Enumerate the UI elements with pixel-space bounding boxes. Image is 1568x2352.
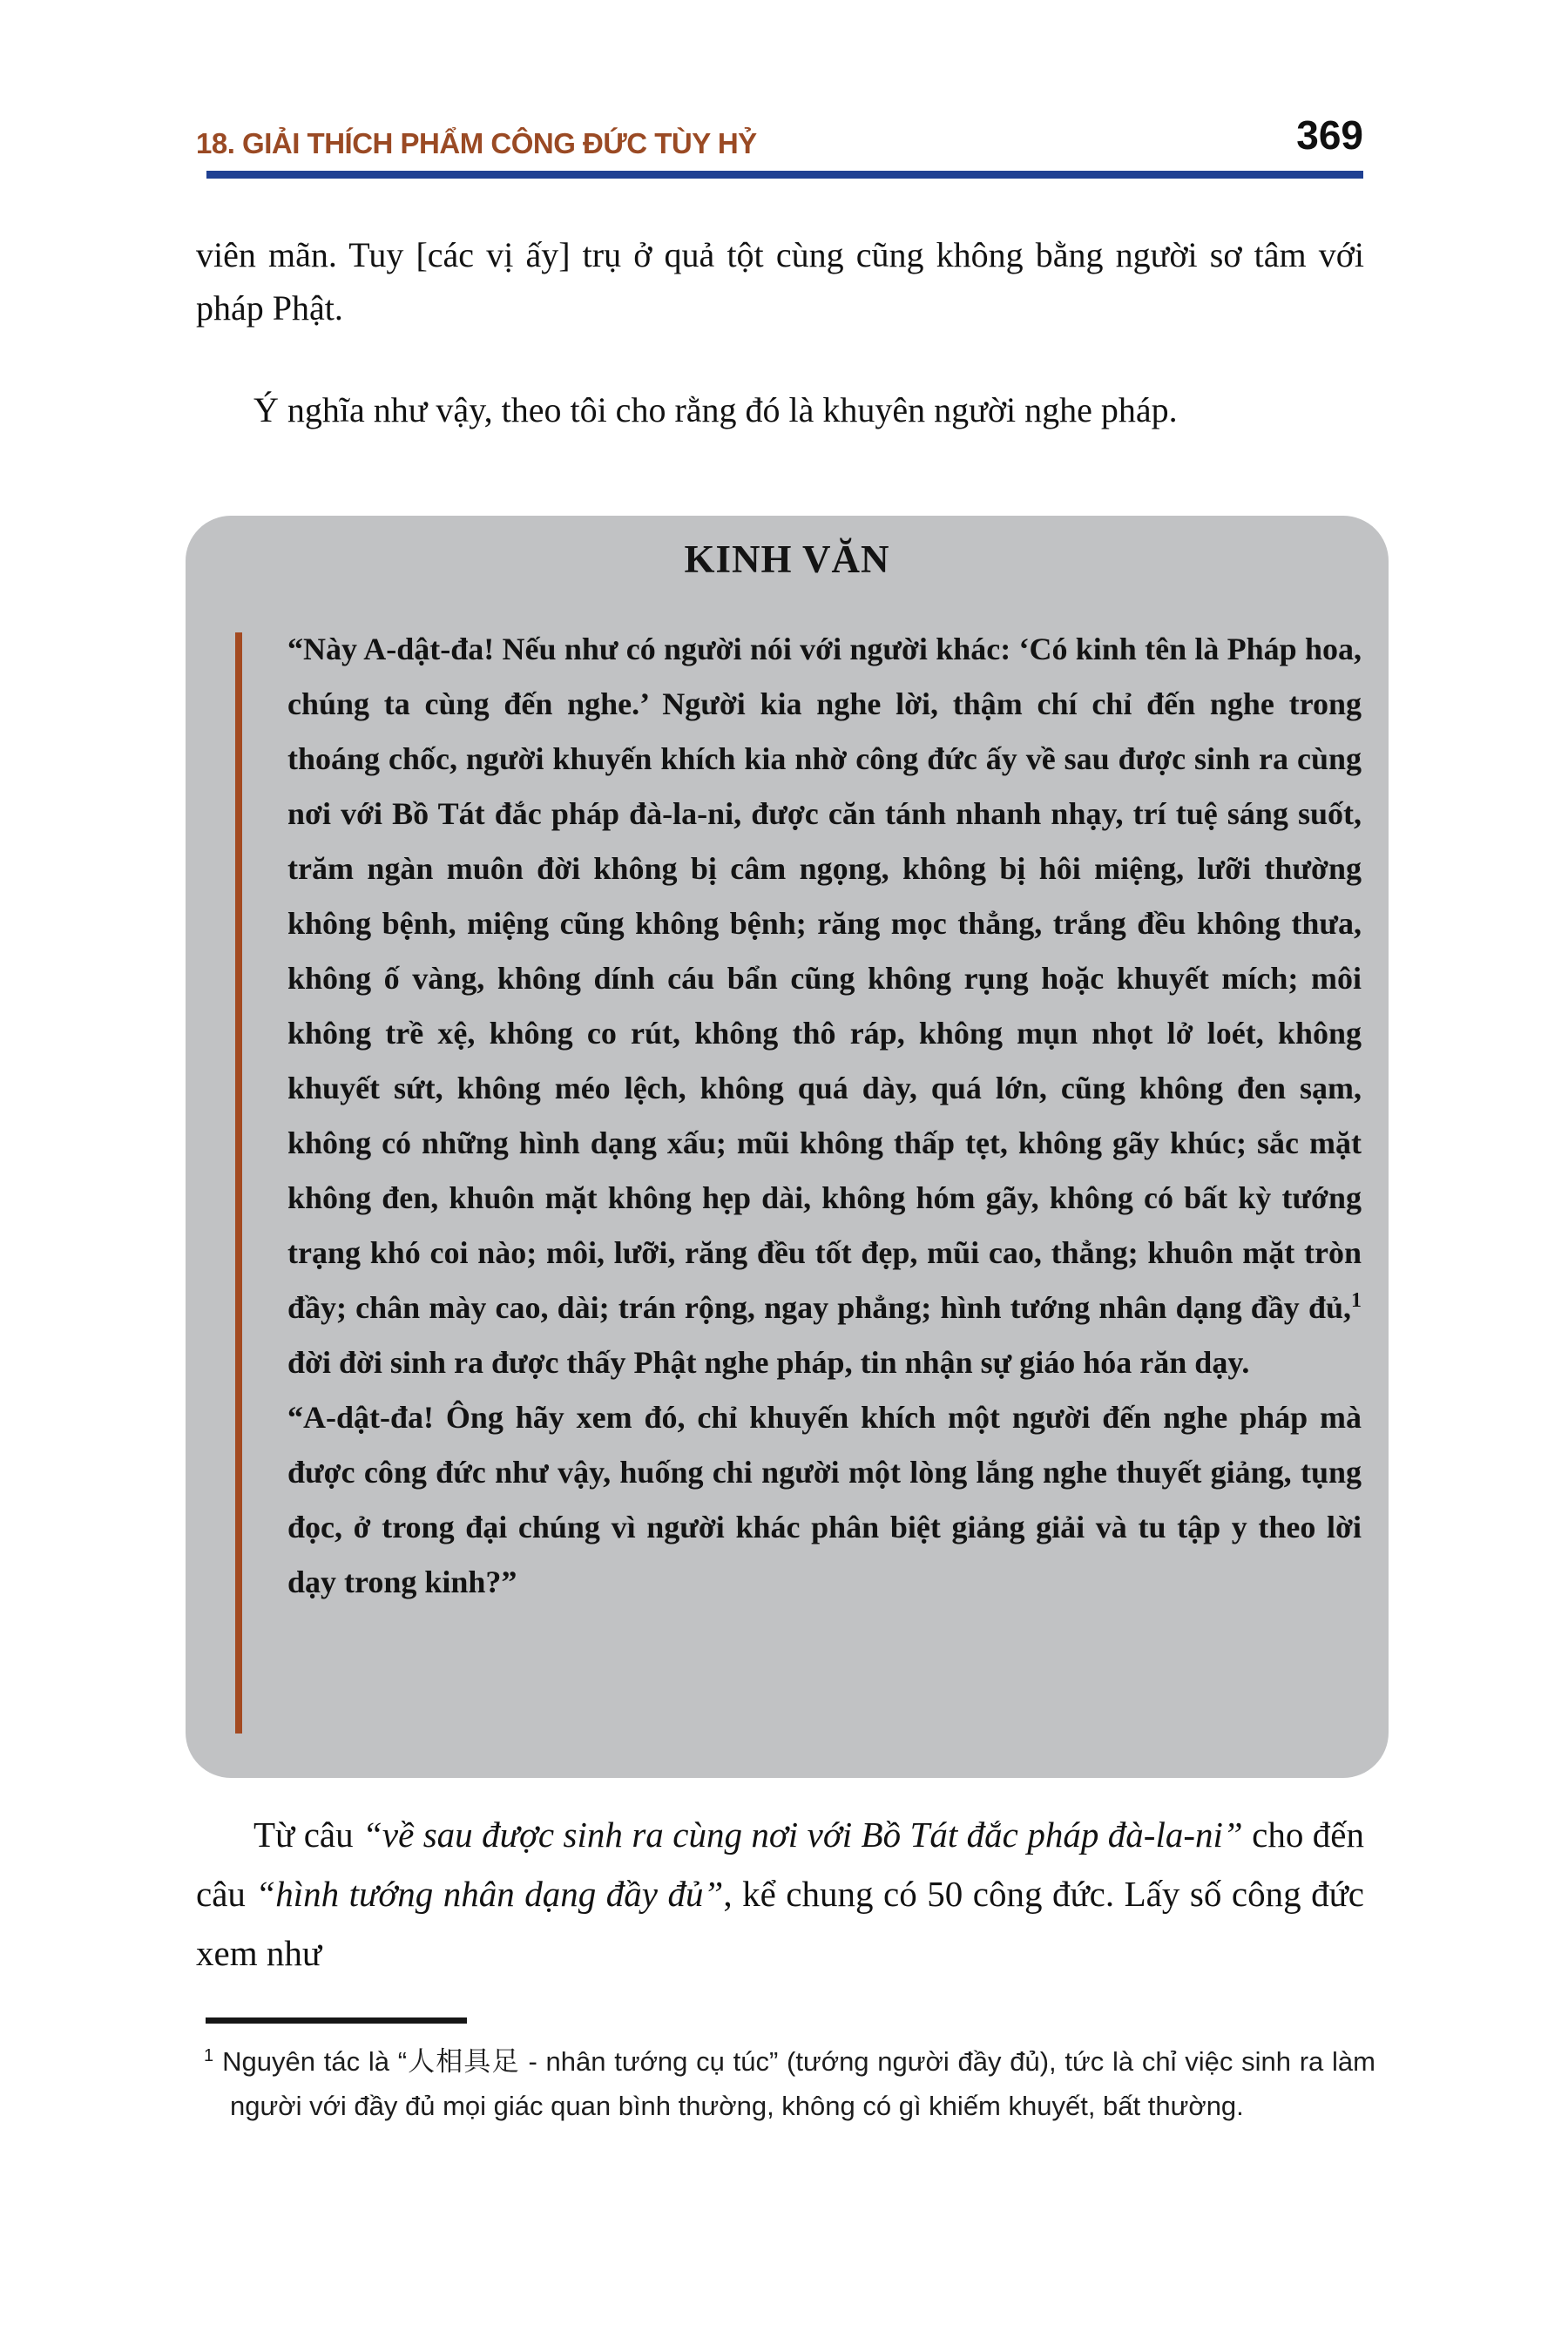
sutra-paragraph-1-continued: đời đời sinh ra được thấy Phật nghe pháp, tin nhận sự giáo hóa răn dạy. bbox=[287, 1345, 1250, 1380]
quote-left-bar bbox=[235, 632, 242, 1734]
commentary-paragraph bbox=[196, 1805, 1364, 1983]
running-header-chapter-title: 18. GIẢI THÍCH PHẨM CÔNG ĐỨC TÙY HỶ bbox=[196, 127, 757, 159]
sutra-paragraph-1 bbox=[287, 622, 1362, 1390]
commentary-lead: Từ câu bbox=[253, 1815, 363, 1855]
sutra-paragraph-1-text: “Này A-dật-đa! Nếu như có người nói với người khác: ‘Có kinh tên là Pháp hoa, chúng ta cùng đến nghe.’ Người kia nghe lời, thậm chí chỉ đến nghe trong thoáng chốc, người khuyến khích kia nhờ công đức ấy về sau được sinh ra cùng nơi với Bồ Tát đắc pháp đà-la-ni, được căn tánh nhanh nhạy, trí tuệ sáng suốt, trăm ngàn muôn đời không bị câm ngọng, không bị hôi miệng, lưỡi thường không bệnh, miệng cũng không bệnh; răng mọc thẳng, trắng đều không thưa, không ố vàng, không dính cáu bẩn cũng không rụng hoặc khuyết mích; môi không trề xệ, không co rút, không thô ráp, không mụn nhọt lở loét, không khuyết sứt, không méo lệch, không quá dày, quá lớn, cũng không đen sạm, không có những hình dạng xấu; mũi không thấp tẹt, không gãy khúc; sắc mặt không đen, khuôn mặt không hẹp dài, không hóm gãy, không có bất kỳ tướng trạng khó coi nào; môi, lưỡi, răng đều tốt đẹp, mũi cao, thẳng; khuôn mặt tròn đầy; chân mày cao, dài; trán rộng, ngay phẳng; hình tướng nhân dạng đầy đủ, bbox=[287, 632, 1362, 1325]
footnote bbox=[204, 2039, 1375, 2128]
page-number: 369 bbox=[1296, 112, 1363, 158]
sutra-quote bbox=[287, 622, 1362, 1610]
body-text-block bbox=[196, 228, 1364, 436]
sutra-paragraph-2: “A-dật-đa! Ông hãy xem đó, chỉ khuyến khích một người đến nghe pháp mà được công đức như vậy, huống chi người một lòng lắng nghe thuyết giảng, tụng đọc, ở trong đại chúng vì người khác phân biệt giảng giải và tu tập y theo lời dạy trong kinh?” bbox=[287, 1400, 1362, 1599]
commentary-tail: , kể chung có 50 công đức. Lấy số công đức xem như bbox=[196, 1874, 1364, 1973]
header-rule bbox=[206, 171, 1363, 179]
body-paragraph-2: Ý nghĩa như vậy, theo tôi cho rằng đó là khuyên người nghe pháp. bbox=[253, 390, 1178, 429]
commentary-mid: cho đến câu bbox=[196, 1815, 1364, 1914]
kinh-van-title: KINH VĂN bbox=[684, 537, 890, 581]
commentary-quote-1: “về sau được sinh ra cùng nơi với Bồ Tát đắc pháp đà-la-ni” bbox=[362, 1815, 1243, 1855]
footnote-ref-marker: 1 bbox=[1351, 1289, 1362, 1312]
footnote-text: Nguyên tác là “人相具足 - nhân tướng cụ túc” (tướng người đầy đủ), tức là chỉ việc sinh ra làm người với đầy đủ mọi giác quan bình thường, không có gì khiếm khuyết, bất thường. bbox=[222, 2046, 1376, 2121]
footnote-marker: 1 bbox=[204, 2045, 214, 2065]
kinh-van-box bbox=[186, 516, 1389, 1778]
footnote-rule bbox=[206, 2017, 467, 2024]
body-paragraph-1: viên mãn. Tuy [các vị ấy] trụ ở quả tột cùng cũng không bằng người sơ tâm với pháp Phật. bbox=[196, 235, 1364, 328]
commentary-quote-2: “hình tướng nhân dạng đầy đủ” bbox=[255, 1874, 724, 1914]
